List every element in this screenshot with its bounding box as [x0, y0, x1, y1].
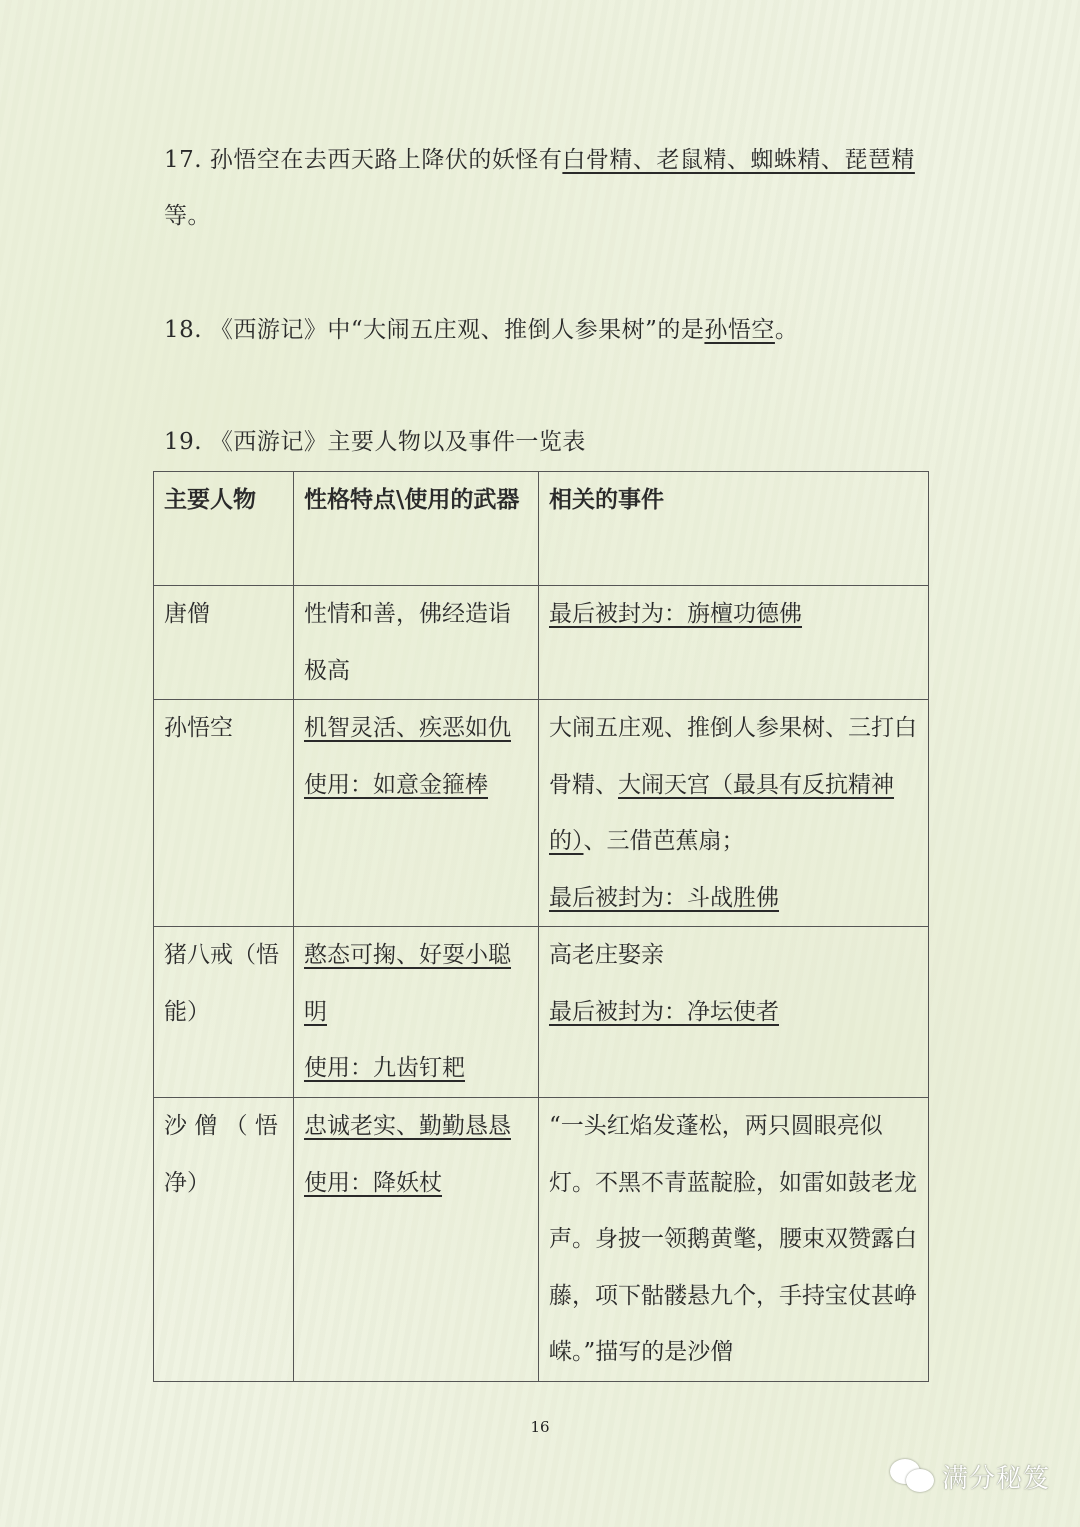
watermark-text: 满分秘笈 [942, 1464, 1051, 1494]
events-plain: 大闹五庄观、推倒人参果树、三打白骨精、 [549, 715, 917, 798]
q19-title: 《西游记》主要人物以及事件一览表 [209, 429, 586, 455]
traits-text: 忠诚老实、勤勤恳恳 [304, 1113, 511, 1139]
events-plain: 高老庄娶亲 [549, 942, 664, 968]
final-title: 最后被封为：净坛使者 [549, 998, 779, 1025]
page-number: 16 [530, 1418, 550, 1436]
cell-events [539, 586, 929, 700]
q19-number: 19. [164, 429, 203, 455]
events-underlined: 大闹天宫（最具有反抗精神的） [549, 771, 894, 854]
traits-text: 憨态可掬、好耍小聪明 [304, 942, 511, 1025]
cell-events [539, 700, 929, 927]
cell-traits [294, 927, 539, 1098]
final-title: 最后被封为：旃檀功德佛 [549, 601, 802, 627]
q18-number: 18. [164, 317, 203, 343]
q17-suffix: 等。 [164, 203, 211, 229]
table-row [154, 927, 929, 1098]
cell-character: 猪八戒（悟能） [154, 927, 294, 1098]
cell-character: 唐僧 [154, 586, 294, 700]
table-row [154, 700, 929, 927]
q17-prefix: 孙悟空在去西天路上降伏的妖怪有 [209, 147, 563, 173]
table-header-row [154, 472, 929, 586]
traits-text: 机智灵活、疾恶如仇 [304, 715, 511, 741]
question-19 [164, 414, 924, 470]
question-17 [164, 132, 924, 244]
cell-events: “一头红焰发蓬松，两只圆眼亮似灯。不黑不青蓝靛脸，如雷如鼓老龙声。身披一领鹅黄氅，腰束双赞露白藤，项下骷髅悬九个，手持宝仗甚峥嵘。”描写的是沙僧 [539, 1098, 929, 1382]
weapon-text: 使用：降妖杖 [304, 1169, 442, 1196]
characters-table [153, 471, 929, 1382]
final-title: 最后被封为：斗战胜佛 [549, 884, 779, 911]
q18-prefix: 《西游记》中“大闹五庄观、推倒人参果树”的是 [209, 317, 705, 343]
watermark [890, 1458, 1050, 1495]
question-18 [164, 302, 924, 358]
header-traits: 性格特点\使用的武器 [294, 472, 539, 586]
q18-answer: 孙悟空 [704, 317, 775, 343]
table-row [154, 586, 929, 700]
header-events: 相关的事件 [539, 472, 929, 586]
cell-traits: 性情和善，佛经造诣极高 [294, 586, 539, 700]
cell-traits [294, 700, 539, 927]
q18-suffix: 。 [774, 317, 799, 343]
cell-traits [294, 1098, 539, 1382]
wechat-icon [890, 1459, 936, 1495]
q17-answer: 白骨精、老鼠精、蜘蛛精、琵琶精 [562, 147, 915, 173]
weapon-text: 使用：九齿钉耙 [304, 1055, 465, 1081]
weapon-text: 使用：如意金箍棒 [304, 771, 488, 798]
events-tail: 、三借芭蕉扇； [583, 828, 745, 854]
cell-character: 孙悟空 [154, 700, 294, 927]
table-row [154, 1098, 929, 1382]
cell-character: 沙 僧 （ 悟净） [154, 1098, 294, 1382]
cell-events [539, 927, 929, 1098]
header-character: 主要人物 [154, 472, 294, 586]
q17-number: 17. [164, 147, 203, 173]
